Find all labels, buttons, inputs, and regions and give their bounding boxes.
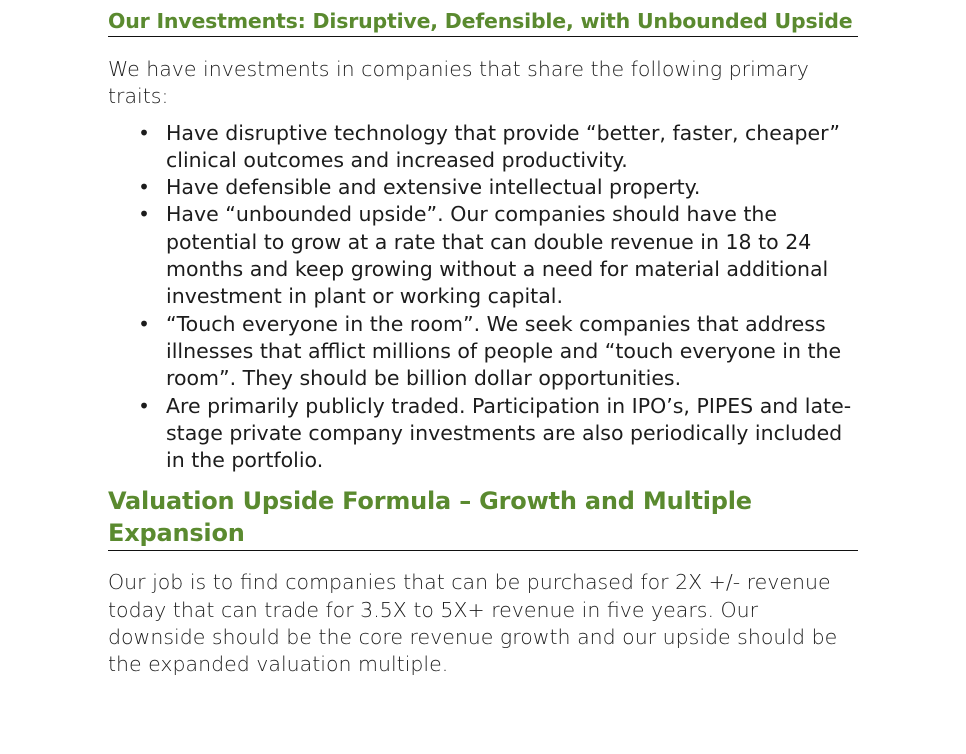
list-item	[108, 174, 858, 201]
list-item	[108, 311, 858, 393]
heading-rule	[108, 550, 858, 551]
valuation-paragraph: Our job is to find companies that can be purchased for 2X +/- revenue today that can trade for 3.5X to 5X+ revenue in five years. Our downside should be the core revenue growth and our upside should be the expanded valuation multiple.	[108, 570, 838, 677]
list-item	[108, 201, 858, 310]
bullet-icon: •	[138, 175, 150, 200]
section-heading-valuation: Valuation Upside Formula – Growth and Multiple Expansion	[108, 487, 752, 548]
list-item-text: Have defensible and extensive intellectual property.	[166, 175, 701, 200]
list-item-text: Have disruptive technology that provide “better, faster, cheaper” clinical outcomes and increased productivity.	[166, 120, 840, 172]
document-page	[108, 8, 858, 679]
traits-list	[108, 120, 858, 475]
section-heading-investments: Our Investments: Disruptive, Defensible, with Unbounded Upside	[108, 9, 853, 33]
bullet-icon: •	[138, 202, 150, 227]
intro-paragraph: We have investments in companies that share the following primary traits:	[108, 57, 809, 109]
bullet-icon: •	[138, 120, 150, 145]
list-item	[108, 393, 858, 475]
list-item	[108, 120, 858, 175]
list-item-text: Have “unbounded upside”. Our companies should have the potential to grow at a rate that can double revenue in 18 to 24 months and keep growing without a need for material additional investment in plant or working capital.	[166, 202, 829, 309]
list-item-text: Are primarily publicly traded. Participation in IPO’s, PIPES and late-stage private company investments are also periodically included in the portfolio.	[166, 393, 852, 473]
bullet-icon: •	[138, 393, 150, 418]
list-item-text: “Touch everyone in the room”. We seek companies that address illnesses that afflict millions of people and “touch everyone in the room”. They should be billion dollar opportunities.	[166, 311, 842, 391]
bullet-icon: •	[138, 311, 150, 336]
heading-rule	[108, 36, 858, 37]
